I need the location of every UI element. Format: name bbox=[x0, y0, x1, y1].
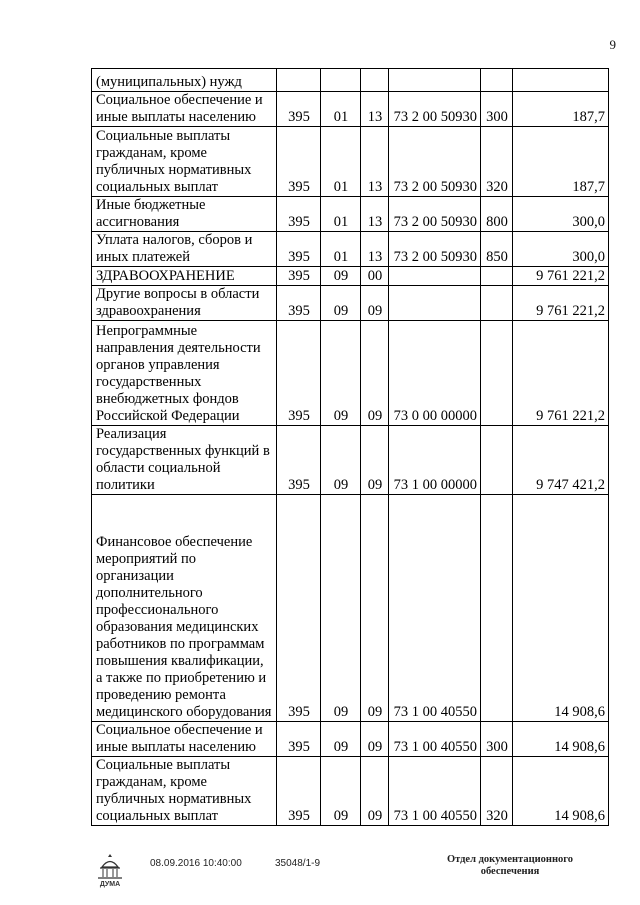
row-amount: 9 761 221,2 bbox=[513, 321, 609, 426]
table-row bbox=[92, 321, 609, 426]
row-expense-kind: 320 bbox=[481, 127, 513, 197]
row-subsection-code: 13 bbox=[361, 232, 389, 267]
row-name: Социальные выплаты гражданам, кроме публичных нормативных социальных выплат bbox=[92, 757, 277, 826]
row-name: ЗДРАВООХРАНЕНИЕ bbox=[92, 267, 277, 286]
row-ministry-code: 395 bbox=[277, 757, 321, 826]
row-amount: 300,0 bbox=[513, 197, 609, 232]
row-section-code: 09 bbox=[321, 757, 361, 826]
row-section-code: 09 bbox=[321, 722, 361, 757]
row-section-code: 09 bbox=[321, 495, 361, 722]
row-target-code: 73 0 00 00000 bbox=[389, 321, 481, 426]
row-target-code bbox=[389, 286, 481, 321]
table-row bbox=[92, 286, 609, 321]
row-amount: 187,7 bbox=[513, 127, 609, 197]
row-amount: 300,0 bbox=[513, 232, 609, 267]
table-row bbox=[92, 722, 609, 757]
row-amount: 14 908,6 bbox=[513, 495, 609, 722]
row-ministry-code: 395 bbox=[277, 127, 321, 197]
table-row bbox=[92, 92, 609, 127]
row-subsection-code bbox=[361, 69, 389, 92]
row-ministry-code: 395 bbox=[277, 92, 321, 127]
row-target-code: 73 1 00 00000 bbox=[389, 426, 481, 495]
row-name: (муниципальных) нужд bbox=[92, 69, 277, 92]
row-expense-kind bbox=[481, 267, 513, 286]
row-amount: 9 761 221,2 bbox=[513, 267, 609, 286]
row-expense-kind bbox=[481, 286, 513, 321]
row-amount: 187,7 bbox=[513, 92, 609, 127]
row-target-code bbox=[389, 267, 481, 286]
row-amount bbox=[513, 69, 609, 92]
row-expense-kind bbox=[481, 321, 513, 426]
page-number: 9 bbox=[609, 37, 616, 52]
table-row bbox=[92, 495, 609, 722]
row-ministry-code: 395 bbox=[277, 267, 321, 286]
table-row bbox=[92, 267, 609, 286]
row-subsection-code: 13 bbox=[361, 92, 389, 127]
table-row bbox=[92, 757, 609, 826]
row-subsection-code: 09 bbox=[361, 321, 389, 426]
row-section-code: 01 bbox=[321, 92, 361, 127]
row-expense-kind: 300 bbox=[481, 722, 513, 757]
row-ministry-code: 395 bbox=[277, 495, 321, 722]
row-name: Иные бюджетные ассигнования bbox=[92, 197, 277, 232]
row-amount: 9 761 221,2 bbox=[513, 286, 609, 321]
row-target-code: 73 2 00 50930 bbox=[389, 92, 481, 127]
row-section-code: 09 bbox=[321, 267, 361, 286]
row-expense-kind bbox=[481, 426, 513, 495]
footer-datetime: 08.09.2016 10:40:00 bbox=[150, 858, 242, 869]
row-name: Другие вопросы в области здравоохранения bbox=[92, 286, 277, 321]
row-name: Социальное обеспечение и иные выплаты населению bbox=[92, 722, 277, 757]
duma-emblem-icon bbox=[94, 853, 126, 889]
row-section-code: 09 bbox=[321, 286, 361, 321]
row-subsection-code: 09 bbox=[361, 722, 389, 757]
table-row bbox=[92, 127, 609, 197]
table-row bbox=[92, 197, 609, 232]
footer-department: Отдел документационного обеспечения bbox=[446, 854, 574, 877]
row-subsection-code: 00 bbox=[361, 267, 389, 286]
row-subsection-code: 13 bbox=[361, 197, 389, 232]
row-target-code: 73 1 00 40550 bbox=[389, 495, 481, 722]
row-subsection-code: 09 bbox=[361, 426, 389, 495]
row-subsection-code: 09 bbox=[361, 757, 389, 826]
row-target-code: 73 1 00 40550 bbox=[389, 757, 481, 826]
row-ministry-code: 395 bbox=[277, 286, 321, 321]
row-name: Социальные выплаты гражданам, кроме публичных нормативных социальных выплат bbox=[92, 127, 277, 197]
row-ministry-code: 395 bbox=[277, 232, 321, 267]
row-amount: 14 908,6 bbox=[513, 722, 609, 757]
row-expense-kind bbox=[481, 69, 513, 92]
row-subsection-code: 09 bbox=[361, 495, 389, 722]
row-name: Социальное обеспечение и иные выплаты населению bbox=[92, 92, 277, 127]
table-row bbox=[92, 232, 609, 267]
row-ministry-code: 395 bbox=[277, 321, 321, 426]
row-target-code: 73 2 00 50930 bbox=[389, 127, 481, 197]
row-name: Финансовое обеспечение мероприятий по организации дополнительного профессионального образования медицинских работников по программам повышения квалификации, а также по приобретению и проведению ремонта медицинского оборудования bbox=[92, 495, 277, 722]
row-target-code: 73 1 00 40550 bbox=[389, 722, 481, 757]
table-row bbox=[92, 426, 609, 495]
row-subsection-code: 09 bbox=[361, 286, 389, 321]
row-amount: 14 908,6 bbox=[513, 757, 609, 826]
row-name: Реализация государственных функций в области социальной политики bbox=[92, 426, 277, 495]
page-footer bbox=[0, 850, 640, 900]
row-expense-kind: 850 bbox=[481, 232, 513, 267]
row-section-code: 01 bbox=[321, 232, 361, 267]
row-expense-kind bbox=[481, 495, 513, 722]
row-section-code: 01 bbox=[321, 197, 361, 232]
row-expense-kind: 800 bbox=[481, 197, 513, 232]
row-target-code: 73 2 00 50930 bbox=[389, 197, 481, 232]
row-section-code: 01 bbox=[321, 127, 361, 197]
row-section-code: 09 bbox=[321, 426, 361, 495]
row-section-code: 09 bbox=[321, 321, 361, 426]
row-ministry-code bbox=[277, 69, 321, 92]
row-name: Непрограммные направления деятельности органов управления государственных внебюджетных фондов Российской Федерации bbox=[92, 321, 277, 426]
row-ministry-code: 395 bbox=[277, 197, 321, 232]
table-row bbox=[92, 69, 609, 92]
row-section-code bbox=[321, 69, 361, 92]
row-ministry-code: 395 bbox=[277, 426, 321, 495]
row-amount: 9 747 421,2 bbox=[513, 426, 609, 495]
footer-document-id: 35048/1-9 bbox=[275, 858, 321, 869]
row-ministry-code: 395 bbox=[277, 722, 321, 757]
budget-table bbox=[91, 68, 609, 826]
row-subsection-code: 13 bbox=[361, 127, 389, 197]
svg-text:ДУМА: ДУМА bbox=[99, 881, 121, 888]
row-expense-kind: 320 bbox=[481, 757, 513, 826]
row-target-code: 73 2 00 50930 bbox=[389, 232, 481, 267]
row-name: Уплата налогов, сборов и иных платежей bbox=[92, 232, 277, 267]
row-target-code bbox=[389, 69, 481, 92]
row-expense-kind: 300 bbox=[481, 92, 513, 127]
